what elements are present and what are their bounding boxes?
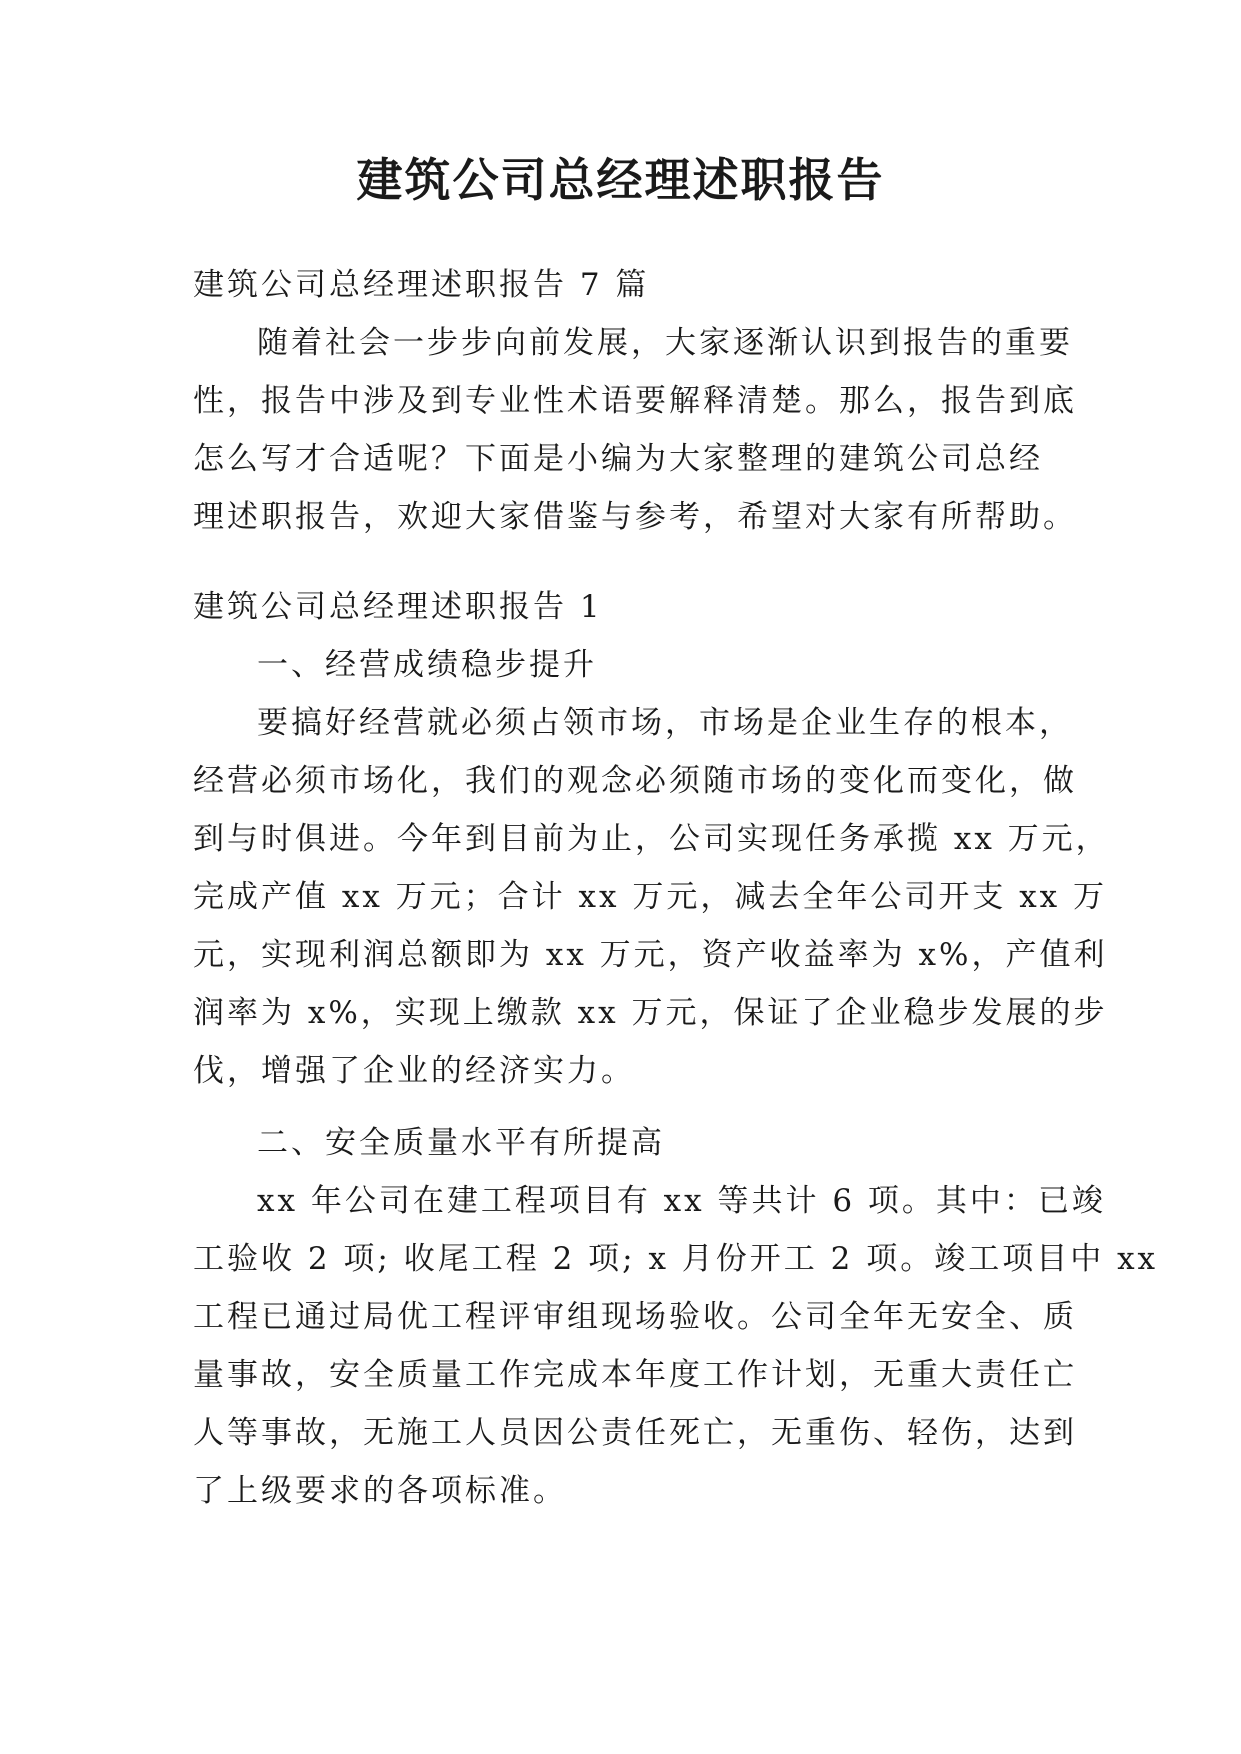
part1-line: 完成产值 xx 万元；合计 xx 万元，减去全年公司开支 xx 万 <box>193 879 1108 915</box>
part1-line: 经营必须市场化，我们的观念必须随市场的变化而变化，做 <box>193 763 1077 799</box>
part1-line: 伐，增强了企业的经济实力。 <box>193 1053 635 1089</box>
part1-line: 润率为 x%，实现上缴款 xx 万元，保证了企业稳步发展的步 <box>193 995 1108 1031</box>
intro-line: 性，报告中涉及到专业性术语要解释清楚。那么，报告到底 <box>193 383 1077 419</box>
part2-line: 了上级要求的各项标准。 <box>193 1473 567 1509</box>
intro-line: 随着社会一步步向前发展，大家逐渐认识到报告的重要 <box>257 325 1073 361</box>
part1-paragraph <box>193 694 1110 1100</box>
part2-line: 工验收 2 项; 收尾工程 2 项; x 月份开工 2 项。竣工项目中 xx <box>193 1241 1159 1277</box>
part1-heading: 一、经营成绩稳步提升 <box>257 647 597 683</box>
part2-line: xx 年公司在建工程项目有 xx 等共计 6 项。其中：已竣 <box>257 1183 1106 1219</box>
document-title: 建筑公司总经理述职报告 <box>356 153 885 207</box>
part1-line: 到与时俱进。今年到目前为止，公司实现任务承揽 xx 万元， <box>193 821 1110 857</box>
part1-line: 要搞好经营就必须占领市场，市场是企业生存的根本， <box>257 705 1073 741</box>
intro-line: 怎么写才合适呢？下面是小编为大家整理的建筑公司总经 <box>193 441 1043 477</box>
part2-heading: 二、安全质量水平有所提高 <box>257 1125 665 1161</box>
intro-line: 理述职报告，欢迎大家借鉴与参考，希望对大家有所帮助。 <box>193 499 1077 535</box>
part2-line: 工程已通过局优工程评审组现场验收。公司全年无安全、质 <box>193 1299 1077 1335</box>
part1-line: 元，实现利润总额即为 xx 万元，资产收益率为 x%，产值利 <box>193 937 1108 973</box>
intro-paragraph <box>193 314 1077 546</box>
part2-paragraph <box>193 1172 1159 1520</box>
subtitle: 建筑公司总经理述职报告 7 篇 <box>193 267 650 303</box>
part2-line: 量事故，安全质量工作完成本年度工作计划，无重大责任亡 <box>193 1357 1077 1393</box>
part2-line: 人等事故，无施工人员因公责任死亡，无重伤、轻伤，达到 <box>193 1415 1077 1451</box>
section-heading: 建筑公司总经理述职报告 1 <box>193 589 603 625</box>
